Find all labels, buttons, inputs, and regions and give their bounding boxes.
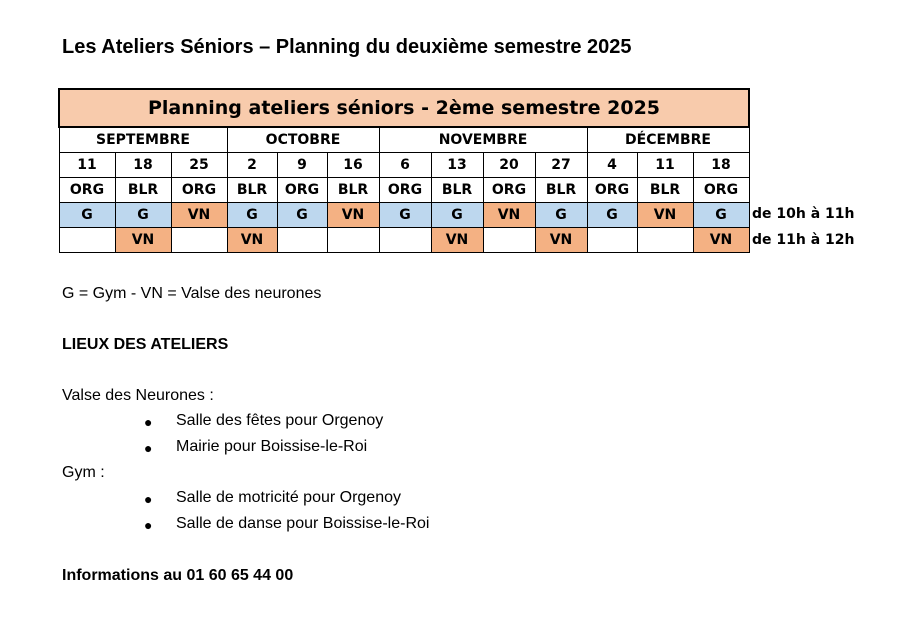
session-cell: VN bbox=[171, 203, 227, 228]
months-row bbox=[59, 127, 749, 153]
slot1-label: de 10h à 11h bbox=[752, 206, 855, 222]
session-cell bbox=[637, 228, 693, 253]
locations-row bbox=[59, 178, 749, 203]
location-cell: BLR bbox=[327, 178, 379, 203]
gym-heading: Gym : bbox=[62, 464, 105, 481]
session-cell bbox=[327, 228, 379, 253]
day-cell: 11 bbox=[637, 153, 693, 178]
vn-heading: Valse des Neurones : bbox=[62, 387, 214, 404]
location-cell: ORG bbox=[277, 178, 327, 203]
session-cell: VN bbox=[327, 203, 379, 228]
session-cell bbox=[587, 228, 637, 253]
session-cell: VN bbox=[483, 203, 535, 228]
day-cell: 2 bbox=[227, 153, 277, 178]
day-cell: 6 bbox=[379, 153, 431, 178]
session-cell: G bbox=[379, 203, 431, 228]
location-cell: BLR bbox=[431, 178, 483, 203]
session-cell: G bbox=[693, 203, 749, 228]
planning-table bbox=[58, 88, 750, 253]
session-cell bbox=[59, 228, 115, 253]
contact-info: Informations au 01 60 65 44 00 bbox=[62, 567, 294, 584]
location-cell: BLR bbox=[535, 178, 587, 203]
list-item: Mairie pour Boissise-le-Roi bbox=[176, 438, 368, 455]
slot2-row bbox=[59, 228, 749, 253]
session-cell: VN bbox=[535, 228, 587, 253]
legend: G = Gym - VN = Valse des neurones bbox=[62, 285, 322, 302]
bullet-icon: ● bbox=[144, 491, 153, 507]
session-cell: G bbox=[277, 203, 327, 228]
location-cell: ORG bbox=[59, 178, 115, 203]
location-cell: ORG bbox=[587, 178, 637, 203]
day-cell: 9 bbox=[277, 153, 327, 178]
month-cell: NOVEMBRE bbox=[379, 127, 587, 153]
month-cell: OCTOBRE bbox=[227, 127, 379, 153]
day-cell: 18 bbox=[115, 153, 171, 178]
location-cell: BLR bbox=[227, 178, 277, 203]
session-cell: VN bbox=[693, 228, 749, 253]
slot1-row bbox=[59, 203, 749, 228]
list-item: Salle de motricité pour Orgenoy bbox=[176, 489, 401, 506]
session-cell: G bbox=[227, 203, 277, 228]
day-cell: 13 bbox=[431, 153, 483, 178]
session-cell: VN bbox=[431, 228, 483, 253]
table-title: Planning ateliers séniors - 2ème semestre 2025 bbox=[59, 89, 749, 127]
session-cell: G bbox=[535, 203, 587, 228]
list-item: Salle des fêtes pour Orgenoy bbox=[176, 412, 384, 429]
session-cell: VN bbox=[637, 203, 693, 228]
slot2-label: de 11h à 12h bbox=[752, 232, 855, 248]
location-cell: ORG bbox=[693, 178, 749, 203]
session-cell: G bbox=[59, 203, 115, 228]
list-item: Salle de danse pour Boissise-le-Roi bbox=[176, 515, 430, 532]
lieux-heading: LIEUX DES ATELIERS bbox=[62, 336, 229, 353]
day-cell: 25 bbox=[171, 153, 227, 178]
session-cell: G bbox=[431, 203, 483, 228]
location-cell: ORG bbox=[483, 178, 535, 203]
session-cell bbox=[379, 228, 431, 253]
month-cell: DÉCEMBRE bbox=[587, 127, 749, 153]
session-cell bbox=[171, 228, 227, 253]
session-cell bbox=[277, 228, 327, 253]
day-cell: 11 bbox=[59, 153, 115, 178]
session-cell: VN bbox=[227, 228, 277, 253]
days-row bbox=[59, 153, 749, 178]
session-cell: VN bbox=[115, 228, 171, 253]
day-cell: 27 bbox=[535, 153, 587, 178]
month-cell: SEPTEMBRE bbox=[59, 127, 227, 153]
location-cell: BLR bbox=[115, 178, 171, 203]
session-cell: G bbox=[587, 203, 637, 228]
day-cell: 20 bbox=[483, 153, 535, 178]
bullet-icon: ● bbox=[144, 414, 153, 430]
location-cell: ORG bbox=[171, 178, 227, 203]
day-cell: 18 bbox=[693, 153, 749, 178]
day-cell: 4 bbox=[587, 153, 637, 178]
session-cell: G bbox=[115, 203, 171, 228]
day-cell: 16 bbox=[327, 153, 379, 178]
location-cell: ORG bbox=[379, 178, 431, 203]
location-cell: BLR bbox=[637, 178, 693, 203]
document-title: Les Ateliers Séniors – Planning du deuxième semestre 2025 bbox=[62, 36, 632, 58]
bullet-icon: ● bbox=[144, 440, 153, 456]
bullet-icon: ● bbox=[144, 517, 153, 533]
session-cell bbox=[483, 228, 535, 253]
